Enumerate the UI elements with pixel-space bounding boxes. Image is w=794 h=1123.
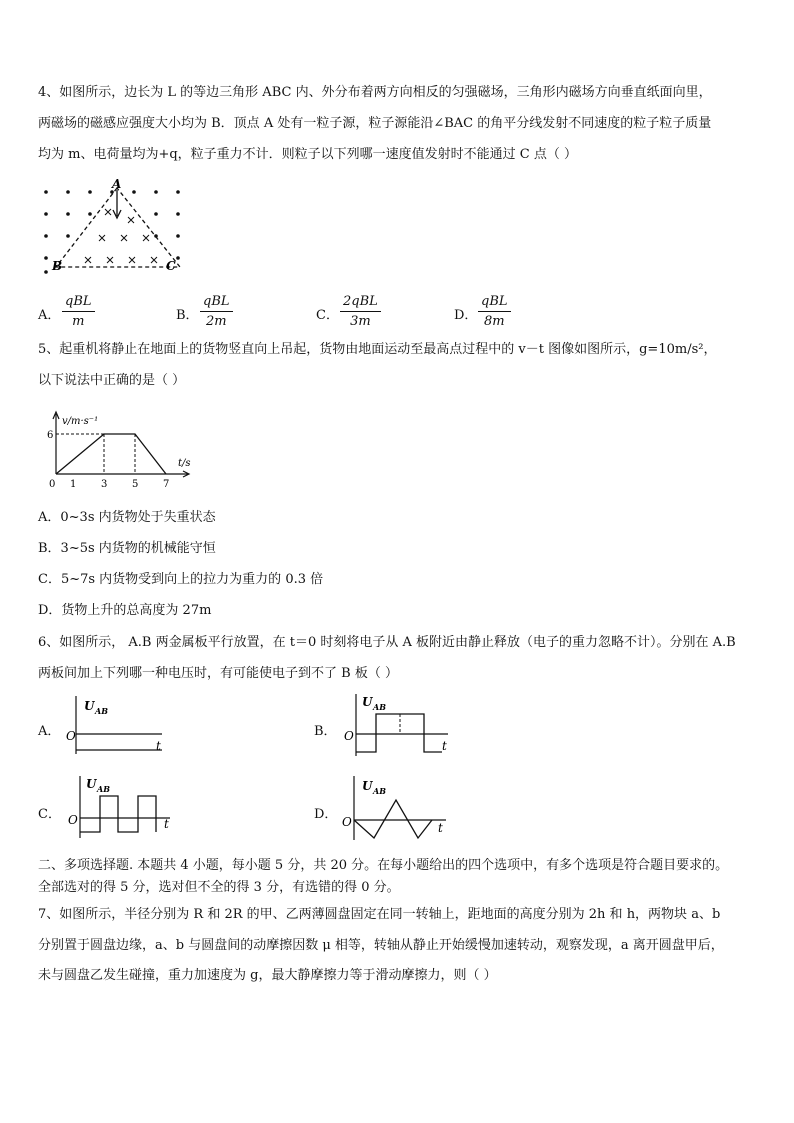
field-dot	[44, 270, 48, 274]
q4-option-b-fraction	[200, 294, 233, 329]
q6-graph-b	[342, 690, 456, 766]
q5-option-c: C．5~7s 内货物受到向上的拉力为重力的 0.3 倍	[38, 572, 324, 587]
q5-text-line1: 5、起重机将静止在地面上的货物竖直向上吊起，货物由地面运动至最高点过程中的 v－t 图像如图所示，g=10m/s²，	[38, 342, 717, 357]
q7-text-line2: 分别置于圆盘边缘，a、b 与圆盘间的动摩擦因数 μ 相等，转轴从静止开始缓慢加速转动，观察发现，a 离开圆盘甲后，	[38, 938, 724, 953]
q6-text-line1: 6、如图所示， A.B 两金属板平行放置，在 t＝0 时刻将电子从 A 板附近由静止释放（电子的重力忽略不计）。分别在 A.B	[38, 635, 736, 650]
u-subscript: AB	[373, 786, 386, 796]
field-dot	[154, 190, 158, 194]
y-tick-6: 6	[47, 430, 54, 441]
u-label: U	[84, 699, 95, 713]
q6-option-d-letter: D．	[314, 807, 338, 822]
vertex-b-label: B	[52, 259, 63, 273]
field-cross	[105, 209, 111, 215]
x-tick-0: 0	[49, 479, 56, 490]
field-dot	[66, 190, 70, 194]
field-dot	[88, 212, 92, 216]
q4-option-a-fraction	[62, 294, 95, 329]
field-dot	[44, 256, 48, 260]
q6-graph-c	[66, 772, 180, 848]
u-subscript: AB	[97, 784, 110, 794]
field-dot	[88, 190, 92, 194]
q6-graph-d	[342, 772, 456, 848]
origin-label: O	[68, 813, 78, 827]
q4-option-a-letter: A．	[38, 308, 61, 323]
q5-option-a: A．0~3s 内货物处于失重状态	[38, 510, 216, 525]
vertex-c-label: C	[166, 259, 176, 273]
field-dot	[132, 190, 136, 194]
field-dot	[176, 234, 180, 238]
fraction-denominator: 8m	[483, 314, 505, 329]
t-label: t	[438, 821, 443, 835]
q4-text-line1: 4、如图所示，边长为 L 的等边三角形 ABC 内、外分布着两方向相反的匀强磁场，三角形内磁场方向垂直纸面向里，	[38, 85, 712, 100]
u-subscript: AB	[373, 702, 386, 712]
q4-magnetic-field-figure	[38, 176, 198, 276]
field-dot	[44, 234, 48, 238]
q4-option-c-letter: C．	[316, 308, 339, 323]
u-label: U	[86, 777, 97, 791]
field-dot	[66, 212, 70, 216]
field-dot	[176, 256, 180, 260]
fraction-numerator: 2qBL	[343, 294, 378, 309]
t-label: t	[164, 817, 169, 831]
field-dot	[176, 190, 180, 194]
fraction-denominator: 2m	[205, 314, 227, 329]
q4-option-b-letter: B．	[176, 308, 199, 323]
u-subscript: AB	[95, 706, 108, 716]
fraction-numerator: qBL	[65, 294, 92, 309]
section2-heading-line1: 二、多项选择题. 本题共 4 小题，每小题 5 分，共 20 分。在每小题给出的四个选项中，有多个选项是符合题目要求的。	[38, 858, 729, 873]
field-dot	[66, 234, 70, 238]
vertex-a-label: A	[112, 177, 122, 191]
x-axis-label: t/s	[178, 458, 191, 469]
q6-option-a-letter: A．	[38, 724, 61, 739]
field-dot	[44, 212, 48, 216]
q6-graph-a	[66, 692, 176, 764]
x-tick-7: 7	[163, 479, 170, 490]
fraction-numerator: qBL	[481, 294, 508, 309]
field-dot	[44, 190, 48, 194]
field-cross	[128, 217, 134, 223]
field-dot	[176, 212, 180, 216]
field-cross	[143, 235, 149, 241]
q5-option-d: D．货物上升的总高度为 27m	[38, 603, 212, 618]
q5-vt-graph	[38, 406, 198, 496]
field-dot	[154, 212, 158, 216]
q5-text-line2: 以下说法中正确的是（ ）	[38, 373, 186, 388]
fraction-denominator: 3m	[350, 314, 371, 329]
origin-label: O	[342, 815, 352, 829]
q7-text-line1: 7、如图所示，半径分别为 R 和 2R 的甲、乙两薄圆盘固定在同一转轴上，距地面的高度分别为 2h 和 h，两物块 a、b	[38, 907, 721, 922]
q4-text-line2: 两磁场的磁感应强度大小均为 B．顶点 A 处有一粒子源，粒子源能沿∠BAC 的角平分线发射不同速度的粒子粒子质量	[38, 116, 712, 131]
fraction-numerator: qBL	[203, 294, 230, 309]
q6-text-line2: 两板间加上下列哪一种电压时，有可能使电子到不了 B 板（ ）	[38, 666, 398, 681]
field-cross	[85, 257, 91, 263]
field-cross	[129, 257, 135, 263]
x-tick-1: 1	[70, 479, 77, 490]
section2-heading-line2: 全部选对的得 5 分，选对但不全的得 3 分，有选错的得 0 分。	[38, 880, 400, 895]
origin-label: O	[344, 729, 354, 743]
q4-option-c-fraction	[340, 294, 381, 329]
t-label: t	[156, 739, 161, 753]
q4-option-d-letter: D．	[454, 308, 478, 323]
q4-text-line3: 均为 m、电荷量均为+q，粒子重力不计．则粒子以下列哪一速度值发射时不能通过 C 点（ ）	[38, 147, 578, 162]
y-axis-label: v/m·s⁻¹	[62, 416, 99, 427]
q4-option-d-fraction	[478, 294, 511, 329]
q7-text-line3: 未与圆盘乙发生碰撞，重力加速度为 g，最大静摩擦力等于滑动摩擦力，则（ ）	[38, 968, 497, 983]
fraction-denominator: m	[72, 314, 85, 329]
x-tick-3: 3	[101, 479, 108, 490]
q5-option-b: B．3~5s 内货物的机械能守恒	[38, 541, 216, 556]
field-cross	[107, 257, 113, 263]
x-tick-5: 5	[132, 479, 139, 490]
u-label: U	[362, 779, 373, 793]
velocity-curve	[56, 434, 166, 474]
origin-label: O	[66, 729, 76, 743]
field-cross	[99, 235, 105, 241]
triangle-abc	[56, 188, 180, 267]
q6-option-b-letter: B．	[314, 724, 337, 739]
field-cross	[151, 257, 157, 263]
u-label: U	[362, 695, 373, 709]
q6-option-c-letter: C．	[38, 807, 61, 822]
field-cross	[121, 235, 127, 241]
t-label: t	[442, 739, 447, 753]
